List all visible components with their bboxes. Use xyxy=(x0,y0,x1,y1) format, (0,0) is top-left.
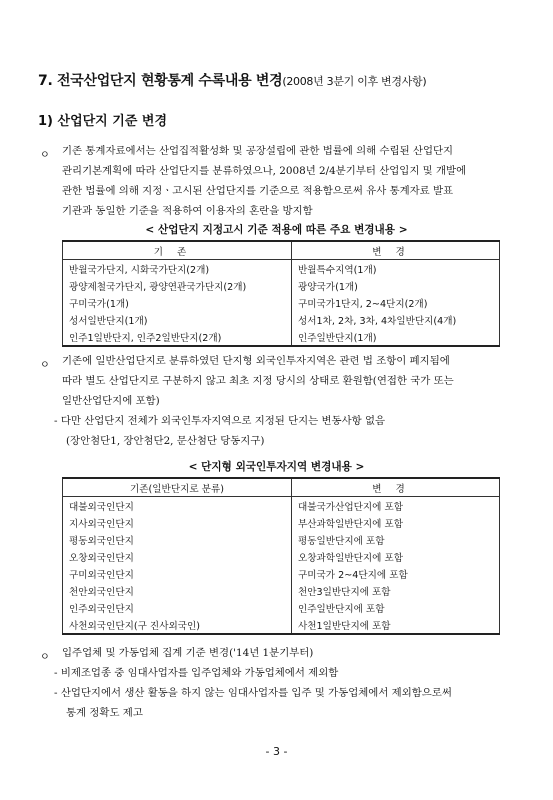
table1 xyxy=(62,240,500,347)
paragraph-2-line: 일반산업단지에 포함) xyxy=(62,395,160,407)
paragraph-1-line: 관한 법률에 의해 지정ㆍ고시된 산업단지를 기준으로 적용함으로써 유사 통계자료 발표 xyxy=(62,185,454,197)
section-heading xyxy=(38,70,426,90)
table-cell: 오창외국인단지 xyxy=(63,548,292,565)
table-cell: 천안3일반단지에 포함 xyxy=(292,582,500,599)
table-row xyxy=(63,497,500,515)
dash-list-item-cont: 통계 정확도 제고 xyxy=(66,707,143,719)
paragraph-3-line: 입주업체 및 가동업체 집계 기준 변경('14년 1분기부터) xyxy=(62,647,314,659)
table-row xyxy=(63,277,500,294)
table-cell: 광양국가(1개) xyxy=(292,277,500,294)
table-row xyxy=(63,599,500,616)
dash-list xyxy=(54,663,452,723)
table-cell: 평동외국인단지 xyxy=(63,531,292,548)
table-row xyxy=(63,531,500,548)
table-cell: 부산과학일반단지에 포함 xyxy=(292,514,500,531)
table-cell: 인주외국인단지 xyxy=(63,599,292,616)
dash-note xyxy=(54,411,385,451)
table-cell: 오창과학일반단지에 포함 xyxy=(292,548,500,565)
table2 xyxy=(62,477,500,635)
table-cell: 천안외국인단지 xyxy=(63,582,292,599)
table-row xyxy=(63,328,500,346)
table1-header-cell: 변경 xyxy=(292,241,500,260)
bullet-3: ㅇ xyxy=(40,652,50,663)
bullet-2: ㅇ xyxy=(40,360,50,371)
table-cell: 사천외국인단지(구 진사외국인) xyxy=(63,616,292,634)
dash-list-item: - 비제조업종 중 임대사업자를 입주업체와 가동업체에서 제외함 xyxy=(54,667,339,679)
paragraph-2-line: 기존에 일반산업단지로 분류하였던 단지형 외국인투자지역은 관련 법 조항이 폐지됨에 xyxy=(62,355,450,367)
subsection-title: 1) 산업단지 기준 변경 xyxy=(38,114,168,129)
table2-header-cell: 기존(일반단지로 분류) xyxy=(63,478,292,497)
paragraph-1 xyxy=(62,141,466,221)
table-cell: 구미국가 2~4단지에 포함 xyxy=(292,565,500,582)
table-cell: 사천1일반단지에 포함 xyxy=(292,616,500,634)
table-row xyxy=(63,514,500,531)
table-cell: 구미외국인단지 xyxy=(63,565,292,582)
table-cell: 인주1일반단지, 인주2일반단지(2개) xyxy=(63,328,292,346)
paragraph-1-line: 기관과 동일한 기준을 적용하여 이용자의 혼란을 방지함 xyxy=(62,205,313,217)
paragraph-3 xyxy=(62,643,313,663)
section-heading-note: (2008년 3분기 이후 변경사항) xyxy=(282,75,427,88)
dash-note-sub: (장안첨단1, 장안첨단2, 문산첨단 당동지구) xyxy=(66,435,265,447)
paragraph-1-line: 관리기본계획에 따라 산업단지를 분류하였으나, 2008년 2/4분기부터 산업입지 및 개발에 xyxy=(62,165,467,177)
paragraph-2-line: 따라 별도 산업단지로 구분하지 않고 최초 지정 당시의 상태로 환원함(연접한 국가 또는 xyxy=(62,375,454,387)
table1-header-row xyxy=(63,241,500,260)
table-cell: 대불외국인단지 xyxy=(63,497,292,515)
table2-header-cell: 변경 xyxy=(292,478,500,497)
table-cell: 반월국가단지, 시화국가단지(2개) xyxy=(63,260,292,278)
table-row xyxy=(63,582,500,599)
paragraph-2 xyxy=(62,351,454,411)
dash-list-item: - 산업단지에서 생산 활동을 하지 않는 임대사업자를 입주 및 가동업체에서 제외함으로써 xyxy=(54,687,452,699)
bullet-1: ㅇ xyxy=(40,150,50,161)
table-row xyxy=(63,548,500,565)
table-cell: 인주일반단지에 포함 xyxy=(292,599,500,616)
table-cell: 지사외국인단지 xyxy=(63,514,292,531)
section-heading-text: 7. 전국산업단지 현황통계 수록내용 변경 xyxy=(38,73,283,89)
table-cell: 구미국가(1개) xyxy=(63,294,292,311)
table-cell: 평동일반단지에 포함 xyxy=(292,531,500,548)
table-cell: 반월특수지역(1개) xyxy=(292,260,500,278)
table-row xyxy=(63,616,500,634)
table-row xyxy=(63,294,500,311)
table2-caption: < 단지형 외국인투자지역 변경내용 > xyxy=(188,461,365,473)
table-cell: 구미국가1단지, 2~4단지(2개) xyxy=(292,294,500,311)
table-cell: 성서1차, 2차, 3차, 4차일반단지(4개) xyxy=(292,311,500,328)
table-cell: 성서일반단지(1개) xyxy=(63,311,292,328)
table1-caption: < 산업단지 지정고시 기준 적용에 따른 주요 변경내용 > xyxy=(145,224,408,236)
table-cell: 대불국가산업단지에 포함 xyxy=(292,497,500,515)
table-row xyxy=(63,311,500,328)
table-cell: 광양제철국가단지, 광양연관국가단지(2개) xyxy=(63,277,292,294)
table-row xyxy=(63,565,500,582)
table2-header-row xyxy=(63,478,500,497)
dash-note-line: - 다만 산업단지 전체가 외국인투자지역으로 지정된 단지는 변동사항 없음 xyxy=(54,415,386,427)
table1-header-cell: 기존 xyxy=(63,241,292,260)
table-cell: 인주일반단지(1개) xyxy=(292,328,500,346)
page-number: - 3 - xyxy=(265,745,288,758)
paragraph-1-line: 기존 통계자료에서는 산업집적활성화 및 공장설립에 관한 법률에 의해 수립된 산업단지 xyxy=(62,145,454,157)
table-row xyxy=(63,260,500,278)
